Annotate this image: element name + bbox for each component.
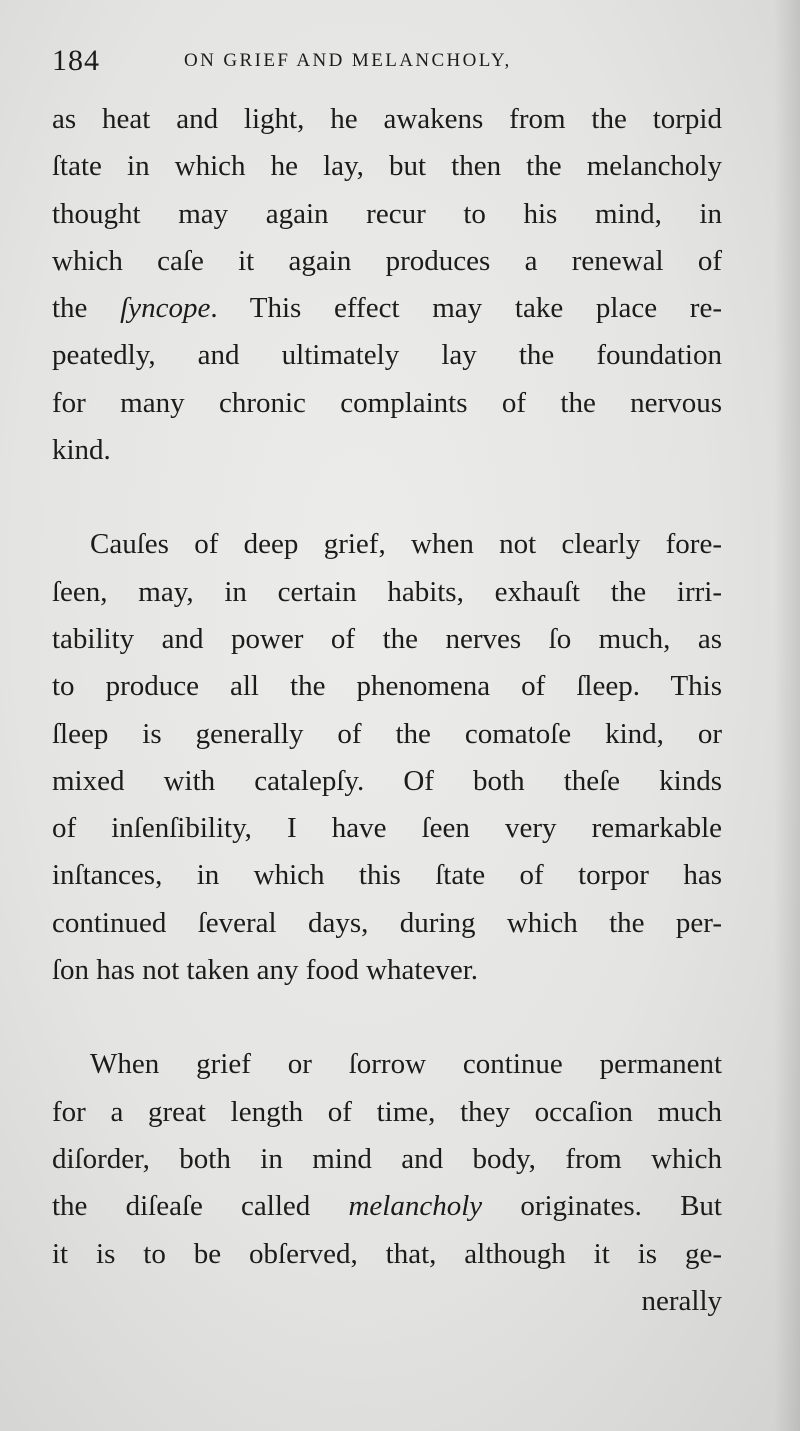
text-line: continued ſeveral days, during which the per-: [52, 906, 722, 939]
italic-term: ſyncope: [120, 292, 211, 325]
text-line: it is to be obſerved, that, although it is ge-: [52, 1237, 722, 1270]
running-title: ON GRIEF AND MELANCHOLY,: [184, 50, 512, 71]
paragraph-gap: [52, 994, 722, 1041]
text-line: to produce all the phenomena of ſleep. This: [52, 670, 722, 703]
text-line: [52, 285, 722, 332]
text-line: peatedly, and ultimately lay the foundation: [52, 339, 722, 372]
paragraph-1: [52, 96, 722, 474]
text-line: [52, 1183, 722, 1230]
text-segment: the: [52, 292, 121, 325]
text-line: of inſenſibility, I have ſeen very remarkable: [52, 812, 722, 845]
text-line: ſtate in which he lay, but then the melancholy: [52, 150, 722, 183]
page-number: 184: [52, 44, 100, 77]
text-line: tability and power of the nerves ſo much, as: [52, 622, 722, 655]
running-head: [52, 44, 732, 84]
text-line: for a great length of time, they occaſion much: [52, 1095, 722, 1128]
paragraph-2: [52, 521, 722, 994]
text-line: which caſe it again produces a renewal of: [52, 244, 722, 277]
text-segment: . This effect may take place re-: [210, 292, 722, 325]
text-line: mixed with catalepſy. Of both theſe kinds: [52, 764, 722, 797]
text-line: ſleep is generally of the comatoſe kind, or: [52, 717, 722, 750]
body-text: [52, 96, 722, 1325]
text-line: thought may again recur to his mind, in: [52, 197, 722, 230]
text-line: diſorder, both in mind and body, from which: [52, 1142, 722, 1175]
text-line: as heat and light, he awakens from the torpid: [52, 103, 722, 135]
text-line: inſtances, in which this ſtate of torpor has: [52, 859, 722, 892]
text-segment: originates. But: [482, 1190, 722, 1223]
italic-term: melancholy: [348, 1190, 483, 1223]
text-line: When grief or ſorrow continue permanent: [90, 1048, 722, 1081]
text-line: ſeen, may, in certain habits, exhauſt the irri-: [52, 575, 722, 608]
text-line: for many chronic complaints of the nervous: [52, 386, 722, 419]
paragraph-3: [52, 1041, 722, 1325]
page-edge-shadow: [774, 0, 800, 1431]
text-line: Cauſes of deep grief, when not clearly fore-: [90, 528, 722, 561]
text-segment: the diſeaſe called: [52, 1190, 349, 1223]
text-line: kind.: [52, 434, 111, 467]
catchword: nerally: [641, 1284, 722, 1317]
paragraph-gap: [52, 474, 722, 521]
text-line: ſon has not taken any food whatever.: [52, 954, 479, 987]
